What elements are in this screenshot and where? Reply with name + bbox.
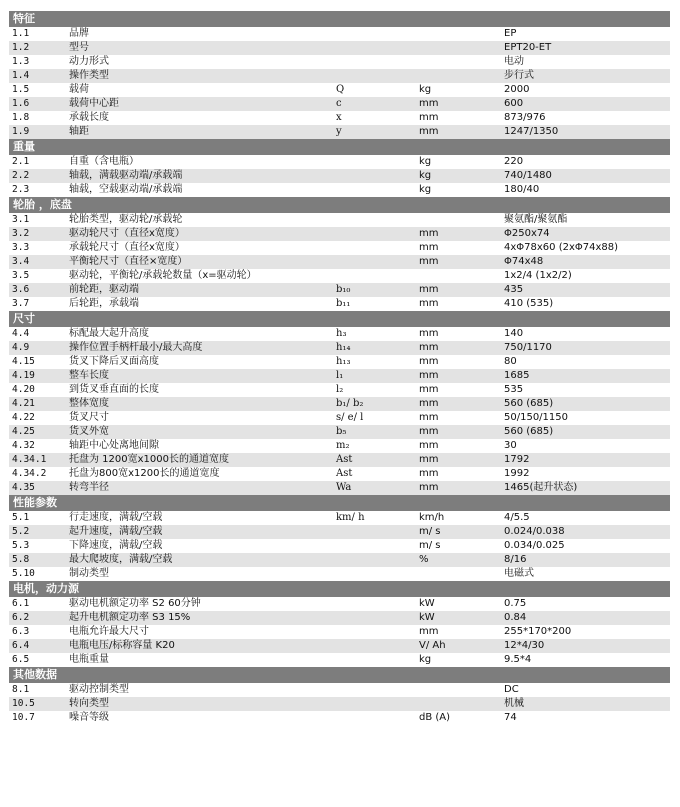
item-number: 3.3 (12, 242, 30, 253)
item-unit: mm (419, 228, 439, 239)
item-unit: mm (419, 370, 439, 381)
item-value: 180/40 (504, 184, 540, 195)
item-name: 轴载，空载驱动端/承载端 (69, 184, 183, 195)
item-unit: mm (419, 454, 439, 465)
item-value: 电磁式 (504, 568, 534, 579)
item-name: 电瓶电压/标称容量 K20 (69, 640, 175, 651)
section-header: 轮胎 ，底盘 (9, 197, 670, 213)
item-name: 起升电机额定功率 S3 15% (69, 612, 191, 623)
item-value: 74 (504, 712, 517, 723)
item-name: 驱动电机额定功率 S2 60分钟 (69, 598, 201, 609)
item-number: 6.5 (12, 654, 30, 665)
item-unit: mm (419, 342, 439, 353)
item-number: 5.3 (12, 540, 30, 551)
item-unit: m/ s (419, 540, 441, 551)
item-symbol: l₂ (336, 384, 344, 395)
spec-row (9, 453, 670, 467)
item-value: 220 (504, 156, 524, 167)
item-value: 机械 (504, 698, 524, 709)
item-name: 电瓶重量 (69, 654, 109, 665)
item-value: 1465(起升状态) (504, 482, 578, 493)
item-name: 转向类型 (69, 698, 109, 709)
item-value: 560 (685) (504, 426, 554, 437)
item-name: 下降速度，满载/空载 (69, 540, 163, 551)
spec-row (9, 41, 670, 55)
section-header: 电机，动力源 (9, 581, 670, 597)
item-unit: mm (419, 426, 439, 437)
item-value: 410 (535) (504, 298, 554, 309)
spec-row (9, 213, 670, 227)
item-value: 140 (504, 328, 524, 339)
spec-row (9, 255, 670, 269)
item-value: 步行式 (504, 70, 534, 81)
item-number: 1.2 (12, 42, 30, 53)
item-unit: dB (A) (419, 712, 451, 723)
item-unit: mm (419, 398, 439, 409)
item-value: 435 (504, 284, 524, 295)
item-value: 1792 (504, 454, 530, 465)
item-unit: m/ s (419, 526, 441, 537)
spec-row (9, 611, 670, 625)
item-name: 轴距 (69, 126, 89, 137)
item-unit: mm (419, 242, 439, 253)
item-name: 自重（含电瓶） (69, 156, 139, 167)
item-name: 后轮距，承载端 (69, 298, 139, 309)
spec-row (9, 639, 670, 653)
spec-row (9, 567, 670, 581)
item-number: 1.8 (12, 112, 30, 123)
spec-row (9, 183, 670, 197)
item-number: 4.21 (12, 398, 35, 409)
spec-row (9, 369, 670, 383)
spec-row (9, 397, 670, 411)
item-value: 50/150/1150 (504, 412, 568, 423)
item-value: 1x2/4 (1x2/2) (504, 270, 572, 281)
item-name: 到货叉垂直面的长度 (69, 384, 159, 395)
spec-row (9, 553, 670, 567)
item-number: 4.20 (12, 384, 35, 395)
item-number: 5.10 (12, 568, 35, 579)
item-name: 电瓶允许最大尺寸 (69, 626, 149, 637)
spec-row (9, 283, 670, 297)
item-number: 4.9 (12, 342, 30, 353)
spec-row (9, 511, 670, 525)
item-name: 货叉下降后叉面高度 (69, 356, 159, 367)
item-unit: mm (419, 284, 439, 295)
item-value: EP (504, 28, 517, 39)
spec-row (9, 439, 670, 453)
item-number: 4.35 (12, 482, 35, 493)
item-name: 驱动轮，平衡轮/承载轮数量（x=驱动轮） (69, 270, 257, 281)
item-number: 10.5 (12, 698, 35, 709)
item-value: 255*170*200 (504, 626, 572, 637)
item-symbol: h₃ (336, 328, 347, 339)
spec-row (9, 269, 670, 283)
item-value: EPT20-ET (504, 42, 552, 53)
item-name: 型号 (69, 42, 89, 53)
item-unit: kW (419, 598, 435, 609)
item-number: 1.1 (12, 28, 30, 39)
item-symbol: h₁₃ (336, 356, 351, 367)
item-number: 3.4 (12, 256, 30, 267)
item-value: 600 (504, 98, 524, 109)
item-symbol: Wa (336, 482, 352, 493)
item-number: 5.1 (12, 512, 30, 523)
spec-row (9, 425, 670, 439)
spec-row (9, 125, 670, 139)
item-name: 动力形式 (69, 56, 109, 67)
item-number: 8.1 (12, 684, 30, 695)
item-number: 4.22 (12, 412, 35, 423)
spec-row (9, 683, 670, 697)
item-unit: km/h (419, 512, 445, 523)
item-value: 740/1480 (504, 170, 552, 181)
item-value: 535 (504, 384, 524, 395)
item-symbol: h₁₄ (336, 342, 351, 353)
item-unit: mm (419, 126, 439, 137)
item-unit: mm (419, 626, 439, 637)
section-header: 重量 (9, 139, 670, 155)
item-value: 聚氨酯/聚氨酯 (504, 214, 568, 225)
item-value: 2000 (504, 84, 530, 95)
item-name: 托盘为800宽x1200长的通道宽度 (69, 468, 220, 479)
item-unit: mm (419, 112, 439, 123)
item-name: 行走速度，满载/空载 (69, 512, 163, 523)
spec-row (9, 111, 670, 125)
item-value: 0.034/0.025 (504, 540, 565, 551)
spec-row (9, 697, 670, 711)
item-number: 6.2 (12, 612, 30, 623)
item-number: 5.8 (12, 554, 30, 565)
spec-row (9, 481, 670, 495)
item-value: 0.84 (504, 612, 527, 623)
item-number: 5.2 (12, 526, 30, 537)
item-symbol: c (336, 98, 342, 109)
item-number: 2.3 (12, 184, 30, 195)
spec-table (9, 11, 670, 725)
item-name: 转弯半径 (69, 482, 109, 493)
spec-row (9, 467, 670, 481)
item-name: 轮胎类型，驱动轮/承载轮 (69, 214, 183, 225)
spec-row (9, 69, 670, 83)
item-name: 驱动轮尺寸（直径x宽度） (69, 228, 185, 239)
item-number: 2.2 (12, 170, 30, 181)
item-symbol: Ast (336, 468, 353, 479)
spec-row (9, 625, 670, 639)
item-symbol: s/ e/ l (336, 412, 364, 423)
section-header: 性能参数 (9, 495, 670, 511)
item-unit: mm (419, 440, 439, 451)
item-name: 起升速度，满载/空载 (69, 526, 163, 537)
item-name: 驱动控制类型 (69, 684, 129, 695)
spec-row (9, 55, 670, 69)
item-name: 标配最大起升高度 (69, 328, 149, 339)
item-name: 承载长度 (69, 112, 109, 123)
item-value: 80 (504, 356, 517, 367)
spec-row (9, 27, 670, 41)
spec-row (9, 383, 670, 397)
item-number: 1.9 (12, 126, 30, 137)
item-number: 3.1 (12, 214, 30, 225)
item-symbol: b₁₁ (336, 298, 351, 309)
item-symbol: Q (336, 84, 345, 95)
spec-row (9, 341, 670, 355)
item-value: 0.75 (504, 598, 527, 609)
item-value: 873/976 (504, 112, 546, 123)
item-unit: kg (419, 654, 432, 665)
item-unit: % (419, 554, 429, 565)
item-value: 750/1170 (504, 342, 552, 353)
item-value: 4/5.5 (504, 512, 530, 523)
item-number: 3.2 (12, 228, 30, 239)
item-unit: mm (419, 412, 439, 423)
spec-row (9, 169, 670, 183)
spec-row (9, 97, 670, 111)
item-unit: kW (419, 612, 435, 623)
item-name: 轴载，满载驱动端/承载端 (69, 170, 183, 181)
item-name: 托盘为 1200宽x1000长的通道宽度 (69, 454, 229, 465)
item-value: Φ250x74 (504, 228, 550, 239)
item-name: 载荷 (69, 84, 89, 95)
item-number: 4.34.1 (12, 454, 47, 465)
item-name: 整车长度 (69, 370, 109, 381)
item-number: 1.4 (12, 70, 30, 81)
section-header: 其他数据 (9, 667, 670, 683)
item-number: 6.1 (12, 598, 30, 609)
item-symbol: b₅ (336, 426, 347, 437)
item-number: 6.4 (12, 640, 30, 651)
item-value: 8/16 (504, 554, 527, 565)
item-name: 操作类型 (69, 70, 109, 81)
item-unit: kg (419, 84, 432, 95)
item-name: 承载轮尺寸（直径x宽度） (69, 242, 185, 253)
item-value: 12*4/30 (504, 640, 545, 651)
item-number: 4.15 (12, 356, 35, 367)
item-name: 载荷中心距 (69, 98, 119, 109)
item-value: 9.5*4 (504, 654, 532, 665)
item-number: 3.6 (12, 284, 30, 295)
item-unit: kg (419, 156, 432, 167)
section-header: 特征 (9, 11, 670, 27)
item-unit: mm (419, 256, 439, 267)
item-value: 4xΦ78x60 (2xΦ74x88) (504, 242, 619, 253)
section-header: 尺寸 (9, 311, 670, 327)
spec-row (9, 83, 670, 97)
item-value: 0.024/0.038 (504, 526, 565, 537)
item-unit: mm (419, 468, 439, 479)
item-unit: kg (419, 170, 432, 181)
item-symbol: Ast (336, 454, 353, 465)
item-symbol: y (336, 126, 342, 137)
item-number: 1.6 (12, 98, 30, 109)
item-number: 3.7 (12, 298, 30, 309)
spec-row (9, 597, 670, 611)
item-number: 6.3 (12, 626, 30, 637)
spec-row (9, 297, 670, 311)
item-name: 货叉外宽 (69, 426, 109, 437)
item-symbol: b₁/ b₂ (336, 398, 364, 409)
spec-row (9, 539, 670, 553)
item-value: 1247/1350 (504, 126, 559, 137)
item-name: 整体宽度 (69, 398, 109, 409)
item-number: 3.5 (12, 270, 30, 281)
item-value: DC (504, 684, 519, 695)
item-unit: V/ Ah (419, 640, 446, 651)
item-unit: mm (419, 482, 439, 493)
item-unit: mm (419, 384, 439, 395)
spec-row (9, 355, 670, 369)
spec-row (9, 711, 670, 725)
item-number: 4.32 (12, 440, 35, 451)
item-unit: mm (419, 98, 439, 109)
item-name: 噪音等级 (69, 712, 109, 723)
item-unit: mm (419, 328, 439, 339)
spec-row (9, 227, 670, 241)
spec-row (9, 653, 670, 667)
item-symbol: l₁ (336, 370, 344, 381)
spec-row (9, 327, 670, 341)
item-unit: mm (419, 298, 439, 309)
item-name: 轴距中心处离地间隙 (69, 440, 159, 451)
item-number: 4.25 (12, 426, 35, 437)
item-value: 560 (685) (504, 398, 554, 409)
item-symbol: m₂ (336, 440, 350, 451)
item-value: Φ74x48 (504, 256, 544, 267)
item-value: 30 (504, 440, 517, 451)
item-name: 货叉尺寸 (69, 412, 109, 423)
item-name: 操作位置手柄杆最小/最大高度 (69, 342, 203, 353)
item-symbol: b₁₀ (336, 284, 351, 295)
item-number: 4.34.2 (12, 468, 47, 479)
item-name: 品牌 (69, 28, 89, 39)
item-symbol: x (336, 112, 342, 123)
item-unit: kg (419, 184, 432, 195)
spec-row (9, 525, 670, 539)
item-value: 1992 (504, 468, 530, 479)
item-value: 电动 (504, 56, 524, 67)
item-name: 制动类型 (69, 568, 109, 579)
item-number: 1.3 (12, 56, 30, 67)
item-number: 2.1 (12, 156, 30, 167)
item-number: 10.7 (12, 712, 35, 723)
item-symbol: km/ h (336, 512, 365, 523)
item-number: 1.5 (12, 84, 30, 95)
spec-row (9, 241, 670, 255)
item-value: 1685 (504, 370, 530, 381)
item-number: 4.4 (12, 328, 30, 339)
item-name: 最大爬坡度，满载/空载 (69, 554, 173, 565)
item-name: 前轮距，驱动端 (69, 284, 139, 295)
spec-row (9, 411, 670, 425)
item-number: 4.19 (12, 370, 35, 381)
spec-row (9, 155, 670, 169)
item-name: 平衡轮尺寸（直径×宽度） (69, 256, 188, 267)
item-unit: mm (419, 356, 439, 367)
